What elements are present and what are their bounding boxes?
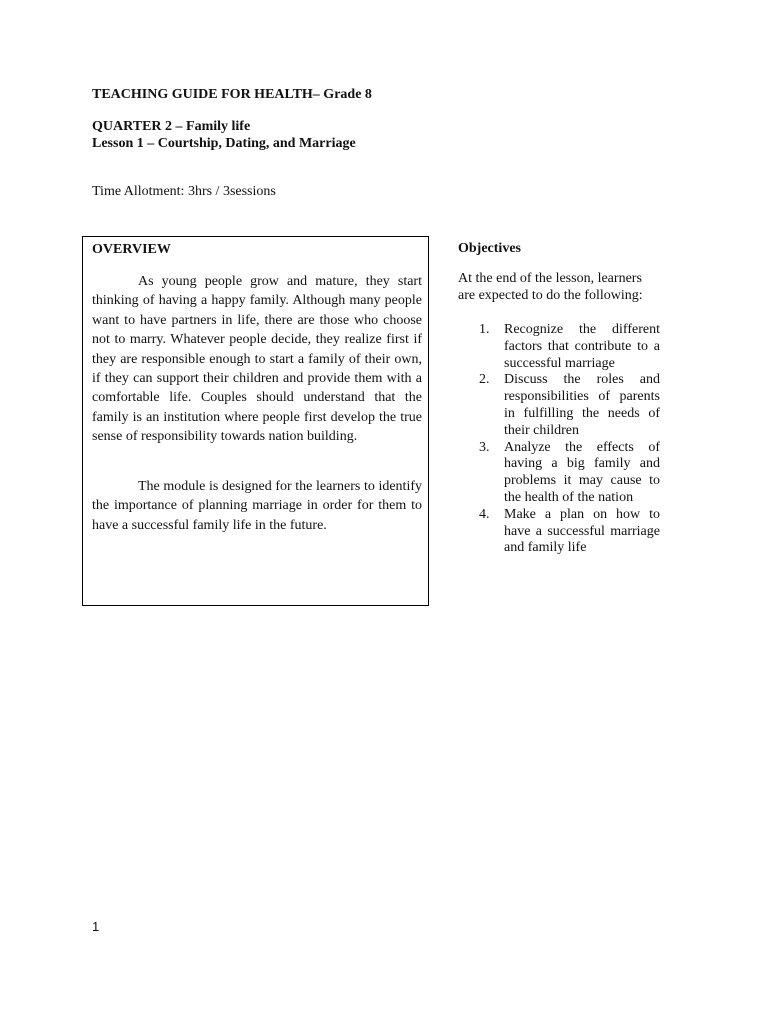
time-allotment: Time Allotment: 3hrs / 3sessions	[92, 184, 276, 199]
objective-number: 4.	[479, 506, 490, 522]
objective-item	[458, 322, 660, 372]
objective-text: Make a plan on how to have a successful marriage and family life	[504, 506, 660, 556]
lesson-heading: Lesson 1 – Courtship, Dating, and Marriage	[92, 136, 356, 151]
overview-paragraph: As young people grow and mature, they start thinking of having a happy family. Although many people want to have partners in life, there are those who choose not to marry. Whatever people decide, they realize first if they are responsible enough to start a family of their own, if they can support their children and provide them with a comfortable life. Couples should understand that the family is an institution where people first develop the true sense of responsibility towards nation building.	[92, 274, 422, 445]
overview-box	[82, 236, 429, 606]
objective-text: Discuss the roles and responsibilities of parents in fulfilling the needs of their children	[504, 372, 660, 438]
objective-text: Analyze the effects of having a big family and problems it may cause to the health of the nation	[504, 439, 660, 505]
objective-number: 3.	[479, 439, 490, 455]
objective-item	[458, 440, 660, 507]
objectives-intro: At the end of the lesson, learners are expected to do the following:	[458, 271, 643, 303]
objectives-list	[458, 322, 660, 557]
objective-number: 1.	[479, 322, 490, 337]
objective-text: Recognize the different factors that contribute to a successful marriage	[504, 322, 660, 371]
page-number: 1	[92, 919, 100, 934]
objectives-heading: Objectives	[458, 241, 521, 256]
objective-item	[458, 372, 660, 439]
overview-paragraph: The module is designed for the learners to identify the importance of planning marriage in order for them to have a successful family life in the future.	[92, 479, 422, 533]
quarter-heading: QUARTER 2 – Family life	[92, 119, 251, 134]
overview-heading: OVERVIEW	[92, 242, 171, 257]
document-title: TEACHING GUIDE FOR HEALTH– Grade 8	[92, 87, 372, 102]
objective-item	[458, 507, 660, 557]
objective-number: 2.	[479, 372, 490, 388]
